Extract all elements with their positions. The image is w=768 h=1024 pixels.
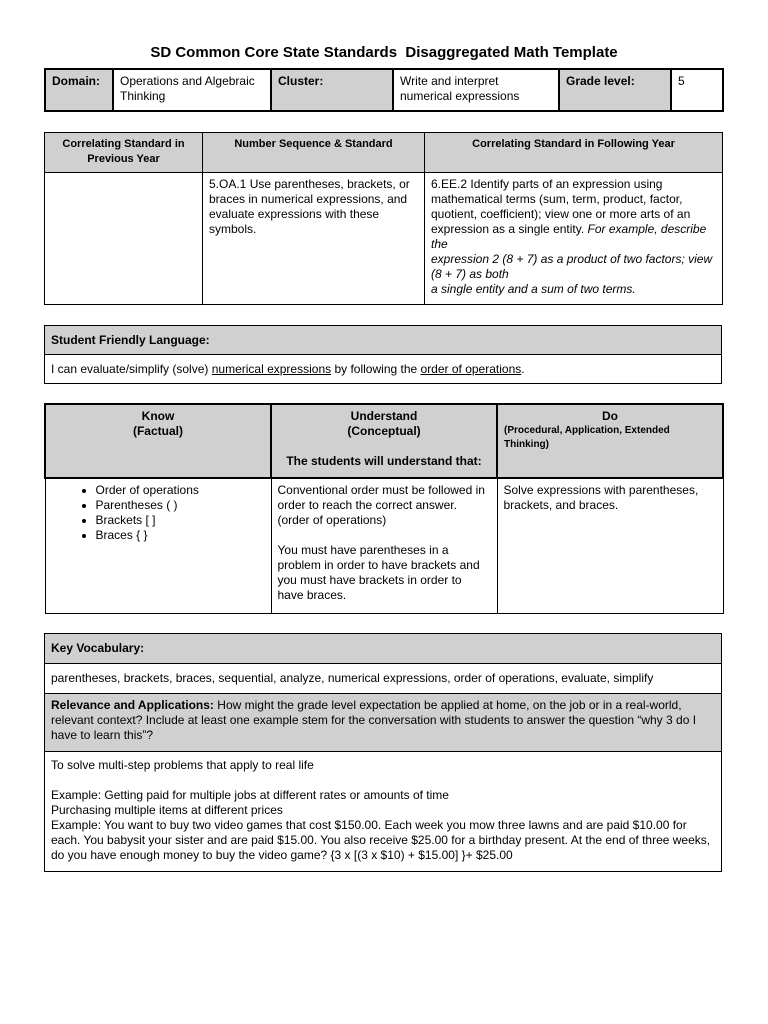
relevance-line-4: Example: You want to buy two video games that cost $150.00. Each week you mow three lawns and are paid $10.00 for each. You babysit your sister and are paid $15.00. You also receive $25.00 for a birthday present. At the end of three weeks, do you have enough money to buy the video game? {3 x [(3 x $10) + $15.00] }+ $25.00 — [51, 818, 711, 862]
order-of-operations-term: order of operations — [420, 361, 522, 376]
know-content — [45, 478, 271, 613]
do-content: Solve expressions with parentheses, brackets, and braces. — [497, 478, 723, 613]
kud-table — [44, 403, 724, 614]
understand-paragraph-2: You must have parentheses in a problem in order to have brackets and you must have brackets in order to have braces. — [277, 543, 480, 602]
domain-label: Domain: — [45, 69, 113, 111]
understand-header — [271, 404, 497, 478]
do-subtitle: (Procedural, Application, Extended Thinking) — [504, 425, 670, 450]
list-item: • Brackets [ ] — [96, 513, 265, 528]
numerical-expressions-term: numerical expressions — [211, 361, 332, 376]
relevance-line-1: To solve multi-step problems that apply to real life — [51, 758, 314, 772]
know-subtitle: (Factual) — [132, 424, 183, 438]
understand-paragraph-1: Conventional order must be followed in order to reach the correct answer. (order of operations) — [277, 483, 485, 527]
vocabulary-table — [44, 633, 722, 872]
key-vocabulary-label: Key Vocabulary: — [45, 634, 722, 664]
understand-subtitle: (Conceptual) — [347, 424, 421, 438]
cluster-value: Write and interpret numerical expressions — [393, 69, 559, 111]
relevance-content — [45, 752, 722, 872]
relevance-prompt — [45, 694, 722, 752]
understand-content — [271, 478, 497, 613]
following-example-3: a single entity and a sum of two terms. — [431, 282, 636, 296]
list-item: • Braces { } — [96, 528, 265, 543]
number-sequence-header: Number Sequence & Standard — [203, 133, 425, 173]
key-vocabulary-list: parentheses, brackets, braces, sequential, analyze, numerical expressions, order of operations, evaluate, simplify — [45, 664, 722, 694]
student-friendly-label: Student Friendly Language: — [45, 326, 722, 355]
page-title: SD Common Core State Standards Disaggregated Math Template — [150, 44, 618, 61]
standards-table — [44, 132, 723, 305]
cluster-label: Cluster: — [271, 69, 393, 111]
understand-title: Understand — [350, 409, 418, 423]
know-header — [45, 404, 271, 478]
statement-text-1: I can evaluate/simplify (solve) — [51, 361, 212, 376]
following-standard-text: 6.EE.2 Identify parts of an expression using mathematical terms (sum, term, product, factor, quotient, coefficient); view one or more arts of an expression as a single entity. — [431, 177, 691, 236]
current-standard: 5.OA.1 Use parentheses, brackets, or braces in numerical expressions, and evaluate expressions with these symbols. — [203, 173, 425, 305]
following-year-header: Correlating Standard in Following Year — [425, 133, 723, 173]
grade-level-value: 5 — [671, 69, 723, 111]
know-list — [52, 483, 265, 543]
list-item: • Order of operations — [96, 483, 265, 498]
grade-level-label: Grade level: — [559, 69, 671, 111]
understand-prompt: The students will understand that: — [286, 454, 482, 468]
domain-value: Operations and Algebraic Thinking — [113, 69, 271, 111]
following-example-2: expression 2 (8 + 7) as a product of two factors; view (8 + 7) as both — [431, 252, 713, 281]
relevance-question: How might the grade level expectation be applied at home, on the job or in a real-world, relevant context? Include at least one example stem for the conversation with students to answer the question “why 3 do I have to learn this”? — [51, 698, 697, 742]
relevance-line-3: Purchasing multiple items at different prices — [51, 803, 283, 817]
previous-year-standard — [45, 173, 203, 305]
following-year-standard — [425, 173, 723, 305]
know-title: Know — [141, 409, 175, 423]
previous-year-header: Correlating Standard in Previous Year — [45, 133, 203, 173]
statement-text-3: . — [521, 361, 525, 376]
list-item: • Parentheses ( ) — [96, 498, 265, 513]
do-header — [497, 404, 723, 478]
student-friendly-statement — [45, 355, 722, 384]
statement-text-2: by following the — [331, 361, 421, 376]
relevance-line-2: Example: Getting paid for multiple jobs at different rates or amounts of time — [51, 788, 449, 802]
relevance-label: Relevance and Applications: — [51, 698, 214, 712]
do-title: Do — [602, 409, 618, 423]
following-example-1: For example, describe the — [431, 222, 707, 251]
student-friendly-table — [44, 325, 722, 384]
header-table — [44, 68, 724, 112]
